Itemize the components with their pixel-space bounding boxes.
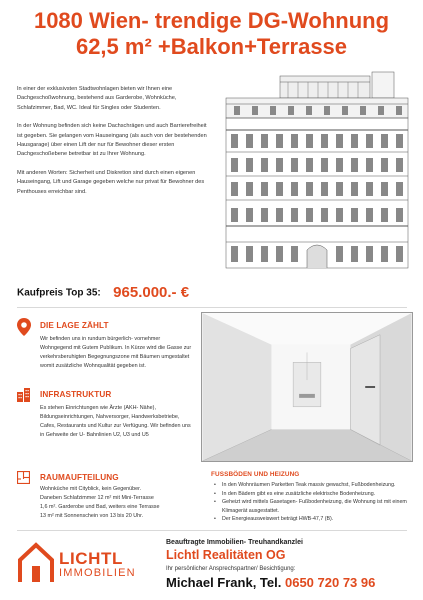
divider bbox=[17, 530, 407, 531]
raumaufteilung-line: 1,6 m². Garderobe und Bad, weiters eine Terrasse bbox=[40, 504, 160, 510]
raumaufteilung-line: Wohnküche mit Cityblick, kein Gegenüber. bbox=[40, 486, 142, 492]
house-logo-icon bbox=[17, 542, 55, 584]
list-item: • Geheizt wird mittels Gasetagen- Fußbodenheizung, die Wohnung ist mit einem Klimagerät ausgestattet. bbox=[214, 498, 410, 515]
raumaufteilung-line: Daneben Schlafzimmer 12 m² mit Mini-Terrasse bbox=[40, 495, 154, 501]
list-item: • In den Bädern gibt es eine zusätzliche elektrische Bodenheizung. bbox=[214, 490, 410, 499]
raumaufteilung-line: 13 m² mit Sonnenschein von 13 bis 20 Uhr. bbox=[40, 513, 144, 519]
page-title bbox=[0, 8, 423, 60]
title-line-1: 1080 Wien- trendige DG-Wohnung bbox=[33, 8, 390, 33]
intro-paragraph-3: Mit anderen Worten: Sicherheit und Diskretion sind durch einen eigenen Hauseingang, Lift und Garage gegeben welche nur privat für Bewohner des Penthouses erreichbar sind. bbox=[17, 169, 205, 195]
logo-subtitle: IMMOBILIEN bbox=[59, 567, 136, 579]
list-item: • Der Energieausweiswert beträgt HWB-47,7 (B). bbox=[214, 515, 410, 524]
contact-name: Michael Frank, Tel. bbox=[166, 575, 282, 590]
company-logo bbox=[17, 542, 157, 592]
apartment-corridor-image bbox=[201, 312, 413, 462]
contact-info bbox=[166, 538, 416, 591]
raumaufteilung-text bbox=[40, 485, 202, 521]
lage-text: Wir befinden uns in rundum bürgerlich- vornehmer Wohngegend mit Gutem Publikum. In Kürze wird die Gasse zur verkehrsberuhigten Begegnungszone mit Bäumen umgestaltet womit zusätzliche Wohnqualität gegeben ist. bbox=[40, 336, 192, 369]
infrastruktur-heading: INFRASTRUKTUR bbox=[40, 390, 112, 399]
logo-name: LICHTL bbox=[59, 549, 124, 568]
company-name: Lichtl Realitäten OG bbox=[166, 548, 286, 562]
buildings-icon bbox=[17, 388, 30, 402]
intro-text bbox=[17, 85, 213, 206]
contact-label: Ihr persönlicher Ansprechspartner/ Besichtigung: bbox=[166, 566, 296, 572]
title-line-2: 62,5 m² +Balkon+Terrasse bbox=[75, 34, 348, 59]
building-sketch-image bbox=[222, 70, 412, 275]
intro-paragraph-2: In der Wohnung befinden sich keine Dachschrägen und auch Barrierefreiheit ist gegeben. Sie gelangen vom Hauseingang (als auch von der bestehenden Hausgarage) über einen Lift der nur für Bewohner dieser ersten Dachgeschoßebene betretbar ist zu Ihrer Wohnung. bbox=[17, 123, 207, 158]
price-value: 965.000.- € bbox=[113, 284, 190, 302]
list-item: • In den Wohnräumen Parketten Teak massiv gewachst, Fußbodenheizung. bbox=[214, 481, 410, 490]
price-row bbox=[17, 284, 277, 302]
infrastruktur-text: Es stehen Einrichtungen wie Ärzte (AKH- Nähe), Bildungseinrichtungen, Nahversorger, Handwerksbetriebe, Cafes, Restaurants und Kultur zur Verfügung. Wir befinden uns in Gehweite der U- Bahnlinien U2, U3 und U5 bbox=[40, 405, 191, 438]
raumaufteilung-heading: RAUMAUFTEILUNG bbox=[40, 473, 119, 482]
divider bbox=[17, 307, 407, 308]
lage-heading: DIE LAGE ZÄHLT bbox=[40, 321, 109, 330]
fussboeden-list bbox=[214, 481, 410, 524]
agency-subtitle: Beauftragte Immobilien- Treuhandkanzlei bbox=[166, 539, 303, 546]
location-pin-icon bbox=[17, 318, 31, 336]
intro-paragraph-1: In einer der exklusivsten Stadtwohnlagen bieten wir Ihnen eine Dachgeschoßwohnung, bestehend aus Garderobe, Wohnküche, Schlafzimmer, Bad, WC. Ideal für Singles oder Studenten. bbox=[17, 86, 177, 111]
price-label: Kaufpreis Top 35: bbox=[17, 287, 101, 299]
phone-number[interactable]: 0650 720 73 96 bbox=[284, 575, 376, 590]
floorplan-icon bbox=[17, 471, 30, 484]
contact-line bbox=[166, 575, 416, 591]
fussboeden-heading: FUSSBÖDEN UND HEIZUNG bbox=[211, 471, 300, 478]
